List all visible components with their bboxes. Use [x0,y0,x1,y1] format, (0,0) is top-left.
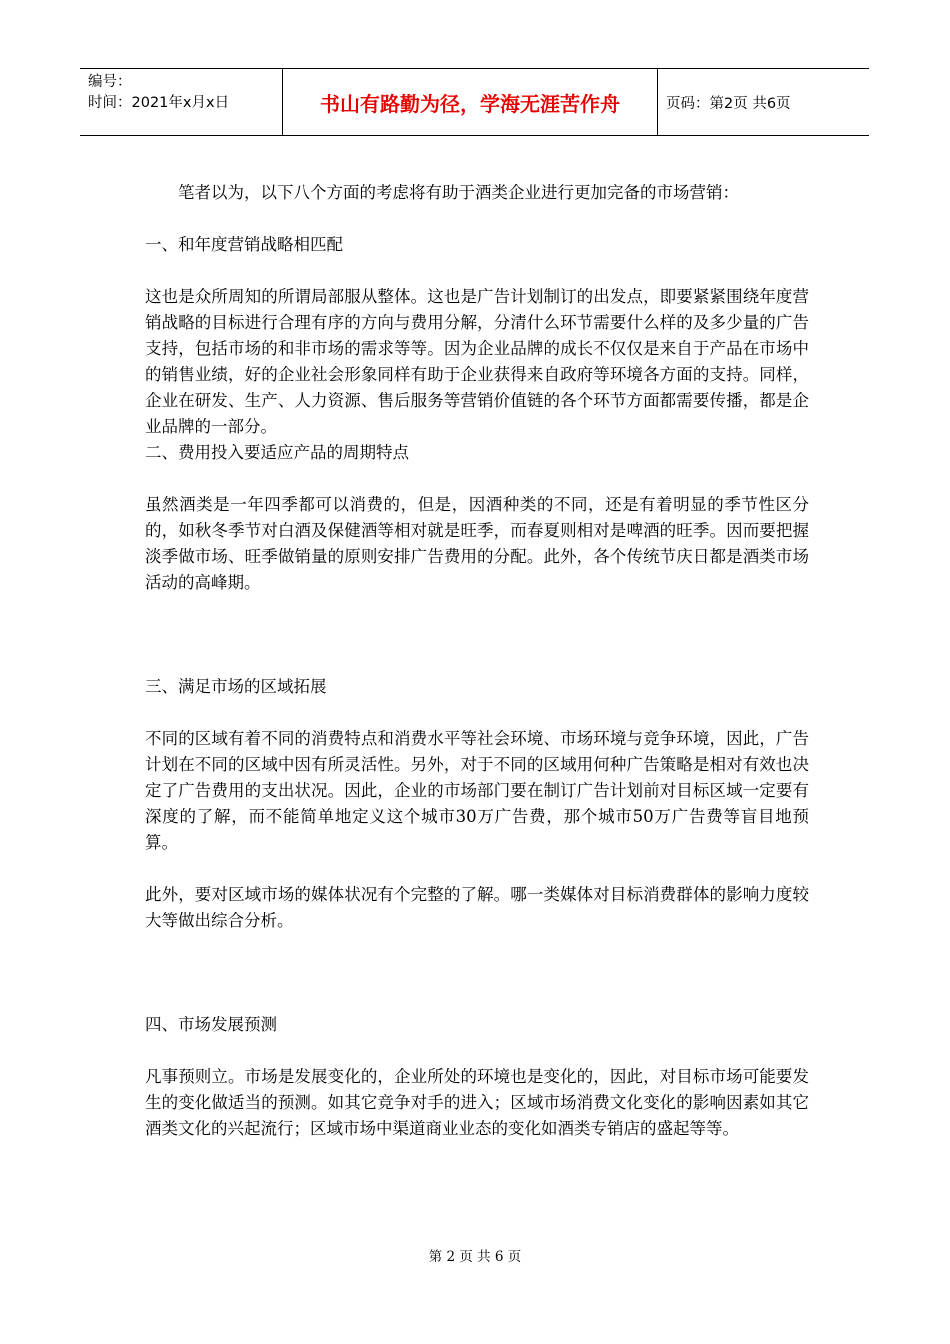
header-motto: 书山有路勤为径，学海无涯苦作舟 [282,69,658,135]
page-footer: 第 2 页 共 6 页 [428,1249,522,1265]
section-4-paragraph: 凡事预则立。市场是发展变化的，企业所处的环境也是变化的，因此，对目标市场可能要发生的变化做适当的预测。如其它竞争对手的进入；区域市场消费文化变化的影响因素如其它酒类文化的兴起流行；区域市场中渠道商业业态的变化如酒类专销店的盛起等等。 [145,1067,809,1138]
intro-paragraph: 笔者以为，以下八个方面的考虑将有助于酒类企业进行更加完备的市场营销： [178,183,739,202]
section-2-paragraph: 虽然酒类是一年四季都可以消费的，但是，因酒种类的不同，还是有着明显的季节性区分的，如秋冬季节对白酒及保健酒等相对就是旺季，而春夏则相对是啤酒的旺季。因而要把握淡季做市场、旺季做销量的原则安排广告费用的分配。此外，各个传统节庆日都是酒类市场活动的高峰期。 [145,495,809,592]
section-1-paragraph: 这也是众所周知的所谓局部服从整体。这也是广告计划制订的出发点，即要紧紧围绕年度营销战略的目标进行合理有序的方向与费用分解，分清什么环节需要什么样的及多少量的广告支持，包括市场的和非市场的需求等等。因为企业品牌的成长不仅仅是来自于产品在市场中的销售业绩，好的企业社会形象同样有助于企业获得来自政府等环境各方面的支持。同样，企业在研发、生产、人力资源、售后服务等营销价值链的各个环节方面都需要传播，都是企业品牌的一部分。 [145,287,809,436]
section-4-title: 四、市场发展预测 [145,1015,277,1034]
header-number: 编号： [88,74,132,90]
section-2-title: 二、费用投入要适应产品的周期特点 [145,443,409,462]
section-3-paragraph-2: 此外，要对区域市场的媒体状况有个完整的了解。哪一类媒体对目标消费群体的影响力度较大等做出综合分析。 [145,885,809,930]
header-meta [80,69,282,135]
document-body [145,180,809,1142]
page-header [80,68,869,136]
header-page-info: 页码：第2页 共6页 [666,95,791,112]
section-1-title: 一、和年度营销战略相匹配 [145,235,343,254]
header-date: 时间：2021年x月x日 [88,95,230,111]
section-3-title: 三、满足市场的区域拓展 [145,677,327,696]
section-3-paragraph-1: 不同的区域有着不同的消费特点和消费水平等社会环境、市场环境与竞争环境，因此，广告计划在不同的区域中因有所灵活性。另外，对于不同的区域用何种广告策略是相对有效也决定了广告费用的支出状况。因此，企业的市场部门要在制订广告计划前对目标区域一定要有深度的了解，而不能简单地定义这个城市30万广告费，那个城市50万广告费等盲目地预算。 [145,729,809,852]
